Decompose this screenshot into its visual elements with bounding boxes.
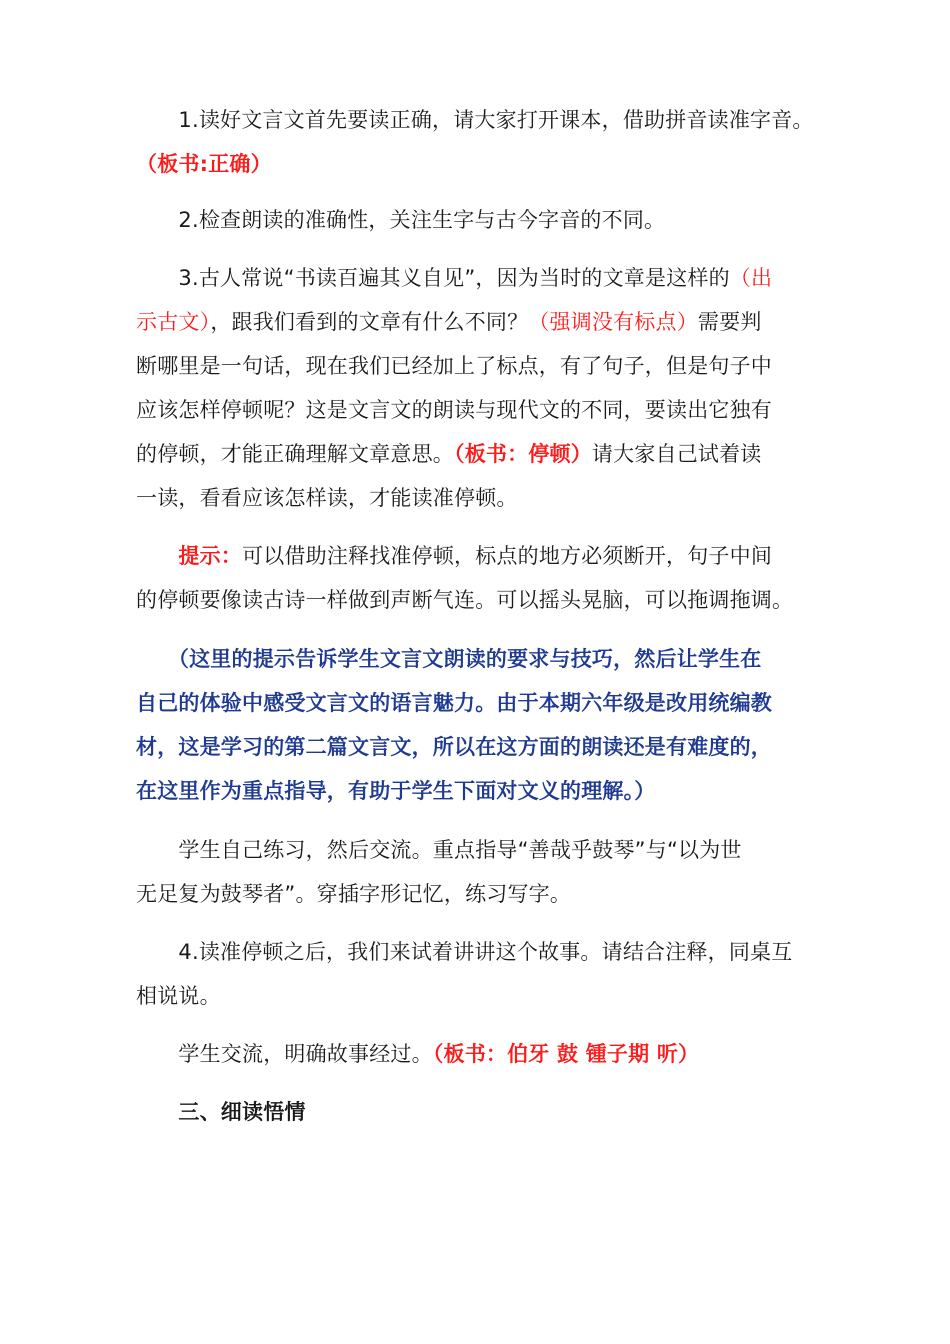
text-line xyxy=(136,542,826,570)
text-line xyxy=(136,938,826,966)
annotation-run: 在这里作为重点指导，有助于学生下面对文义的理解。） xyxy=(136,779,656,803)
annotation-run: （这里的提示告诉学生文言文朗读的要求与技巧，然后让学生在 xyxy=(136,647,762,671)
text-run: 学生自己练习，然后交流。重点指导“善哉乎鼓琴”与“以为世 xyxy=(136,838,742,862)
text-line xyxy=(136,484,826,512)
text-line xyxy=(136,150,826,178)
text-run: 的停顿，才能正确理解文章意思。 xyxy=(136,442,454,466)
text-line xyxy=(136,777,826,805)
text-run: 需要判 xyxy=(697,310,762,334)
text-line xyxy=(136,1098,826,1126)
text-run: 无足复为鼓琴者”。穿插字形记忆，练习写字。 xyxy=(136,882,572,906)
text-run: 应该怎样停顿呢？这是文言文的朗读与现代文的不同，要读出它独有 xyxy=(136,398,772,422)
text-run: ，跟我们看到的文章有什么不同？ xyxy=(210,310,529,334)
annotation-run: （板书：停顿） xyxy=(454,442,592,466)
text-run xyxy=(136,544,178,568)
text-run: 2.检查朗读的准确性，关注生字与古今字音的不同。 xyxy=(136,208,666,232)
text-run: 请大家自己试着读 xyxy=(591,442,762,466)
text-line xyxy=(136,836,826,864)
annotation-run: 提示： xyxy=(178,544,243,568)
text-run: 可以借助注释找准停顿，标点的地方必须断开，句子中间 xyxy=(242,544,773,568)
text-run: 4.读准停顿之后，我们来试着讲讲这个故事。请结合注释，同桌互 xyxy=(136,940,793,964)
text-line xyxy=(136,106,826,134)
text-line xyxy=(136,689,826,717)
text-line xyxy=(136,206,826,234)
text-line xyxy=(136,396,826,424)
text-run: 一读，看看应该怎样读，才能读准停顿。 xyxy=(136,486,518,510)
text-run: 1.读好文言文首先要读正确，请大家打开课本，借助拼音读准字音。 xyxy=(136,108,814,132)
annotation-run: （板书：伯牙 鼓 锺子期 听） xyxy=(432,1042,700,1066)
text-run: 3.古人常说“书读百遍其义自见”，因为当时的文章是这样的 xyxy=(136,266,730,290)
annotation-run: （强调没有标点） xyxy=(528,310,698,334)
text-line xyxy=(136,645,826,673)
text-line xyxy=(136,880,826,908)
text-line xyxy=(136,1040,826,1068)
section-heading: 三、细读悟情 xyxy=(136,1100,306,1124)
text-line xyxy=(136,308,826,336)
text-run: 断哪里是一句话，现在我们已经加上了标点，有了句子，但是句子中 xyxy=(136,354,772,378)
text-line xyxy=(136,440,826,468)
text-run: 相说说。 xyxy=(136,984,221,1008)
annotation-run: 示古文） xyxy=(136,310,211,334)
annotation-run: 自己的体验中感受文言文的语言魅力。由于本期六年级是改用统编教 xyxy=(136,691,772,715)
text-run: 的停顿要像读古诗一样做到声断气连。可以摇头晃脑，可以拖调拖调。 xyxy=(136,588,794,612)
text-line xyxy=(136,982,826,1010)
annotation-run: （板书:正确） xyxy=(136,152,272,176)
text-line xyxy=(136,264,826,292)
annotation-run: 材，这是学习的第二篇文言文，所以在这方面的朗读还是有难度的， xyxy=(136,735,772,759)
annotation-run: （出 xyxy=(729,266,773,290)
text-run: 学生交流，明确故事经过。 xyxy=(136,1042,433,1066)
text-line xyxy=(136,352,826,380)
text-line xyxy=(136,733,826,761)
text-line xyxy=(136,586,826,614)
